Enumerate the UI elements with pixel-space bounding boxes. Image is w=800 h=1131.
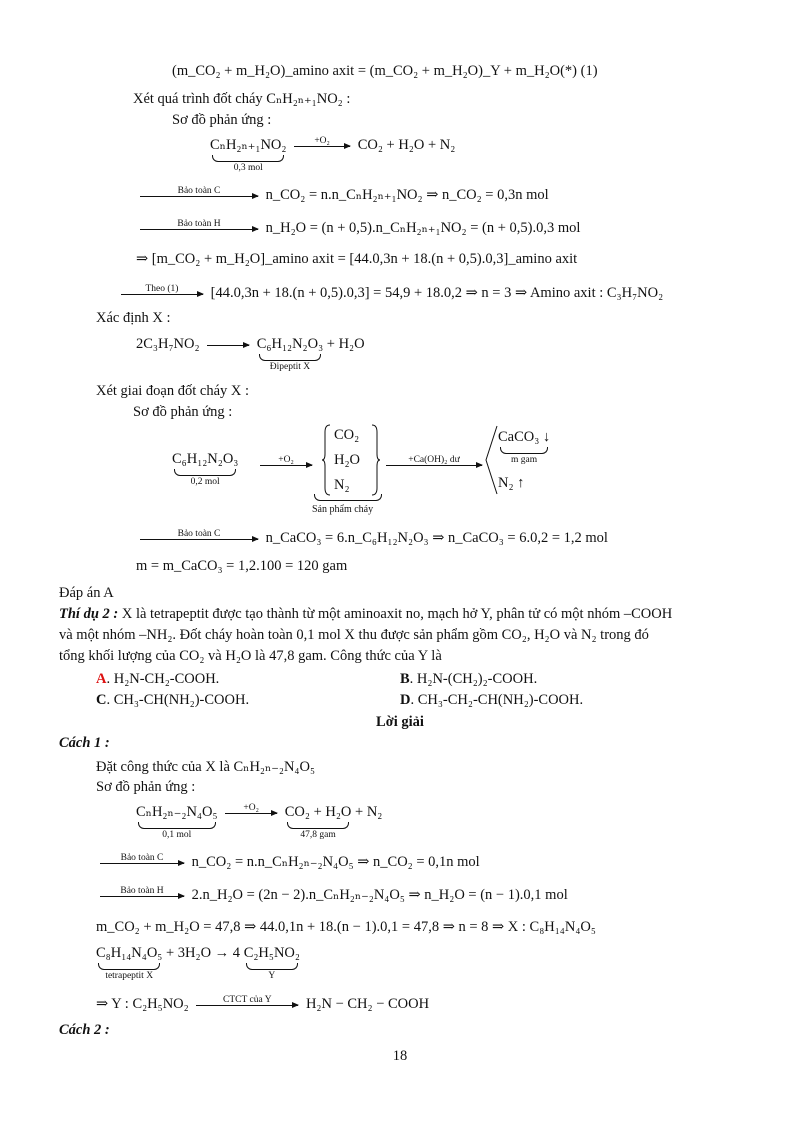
section-heading-combustion: Xét quá trình đốt cháy CₙH₂ₙ₊₁NO₂ : <box>133 91 351 107</box>
example-2-line-1: Thí dụ 2 : X là tetrapeptit được tạo thành từ một aminoaxit no, mạch hở Y, phân tử có một nhóm –COOH <box>59 606 673 622</box>
branch-angle <box>484 424 498 496</box>
mass-result: m = m_CaCO₃ = 1,2.100 = 120 gam <box>136 558 348 574</box>
conservation-c-line-2: Bảo toàn C n_CaCO₃ = 6.n_C₆H₁₂N₂O₃ ⇒ n_CaCO₃ = 6.0,2 = 1,2 mol <box>136 529 608 547</box>
conservation-c-line: Bảo toàn C n_CO₂ = n.n_CₙH₂ₙ₊₁NO₂ ⇒ n_CO₂ = 0,3n mol <box>136 186 549 204</box>
reactant-x: C₆H₁₂N₂O₃ 0,2 mol <box>172 451 239 487</box>
option-a: A. H₂N-CH₂-COOH. <box>96 671 220 687</box>
answer-line: Đáp án A <box>59 585 114 601</box>
gas-product: N₂ ↑ <box>498 475 525 491</box>
conservation-h-line: Bảo toàn H n_H₂O = (n + 0,5).n_CₙH₂ₙ₊₁NO₂ = (n + 0,5).0,3 mol <box>136 219 580 237</box>
scheme-label: Sơ đồ phản ứng : <box>172 112 272 128</box>
dipeptide-reaction: 2C₃H₇NO₂ C₆H₁₂N₂O₃ Đipeptit X + H₂O <box>136 336 365 372</box>
precipitate: CaCO₃ ↓ m gam <box>498 429 551 465</box>
conservation-c-line-3: Bảo toàn C n_CO₂ = n.n_CₙH₂ₙ₋₂N₄O₅ ⇒ n_CO₂ = 0,1n mol <box>96 853 480 871</box>
conservation-h-line-3: Bảo toàn H 2.n_H₂O = (2n − 2).n_CₙH₂ₙ₋₂N₄O₅ ⇒ n_H₂O = (n − 1).0,1 mol <box>96 886 568 904</box>
reaction-scheme-1: CₙH₂ₙ₊₁NO₂ 0,3 mol +O₂ CO₂ + H₂O + N₂ <box>210 136 456 173</box>
option-d: D. CH₃-CH₂-CH(NH₂)-COOH. <box>400 692 584 708</box>
option-c: C. CH₃-CH(NH₂)-COOH. <box>96 692 250 708</box>
set-formula-line: Đặt công thức của X là CₙH₂ₙ₋₂N₄O₅ <box>96 759 316 775</box>
reaction-scheme-3: CₙH₂ₙ₋₂N₄O₅ 0,1 mol +O₂ CO₂ + H₂O 47,8 gam + N₂ <box>136 803 383 840</box>
mass-equation-3: m_CO₂ + m_H₂O = 47,8 ⇒ 44.0,1n + 18.(n − 1).0,1 = 47,8 ⇒ n = 8 ⇒ X : C₈H₁₄N₄O₅ <box>96 919 596 935</box>
method-2-heading: Cách 2 : <box>59 1022 110 1038</box>
solution-heading: Lời giải <box>376 714 424 730</box>
section-heading-determine-x: Xác định X : <box>96 310 171 326</box>
equation-mass: ⇒ [m_CO₂ + m_H₂O]_amino axit = [44.0,3n + 18.(n + 0,5).0,3]_amino axit <box>136 251 578 267</box>
products-brace <box>314 494 382 501</box>
products-caption: Sản phẩm cháy <box>312 504 374 515</box>
combustion-products: CO₂ H₂O N₂ <box>322 424 380 496</box>
structure-line: ⇒ Y : C₂H₅NO₂ CTCT của Y H₂N − CH₂ − COOH <box>96 995 430 1012</box>
scheme-label-3: Sơ đồ phản ứng : <box>96 779 196 795</box>
arrow-o2: +O₂ <box>256 455 316 473</box>
hydrolysis-equation: C₈H₁₄N₄O₅ tetrapeptit X + 3H₂O → 4 C₂H₅NO₂ Y <box>96 945 300 981</box>
example-2-line-2: và một nhóm –NH₂. Đốt cháy hoàn toàn 0,1 mol X thu được sản phẩm gồm CO₂, H₂O và N₂ trong đó <box>59 627 649 643</box>
reaction-arrow: +O₂ <box>294 144 350 147</box>
scheme-label-2: Sơ đồ phản ứng : <box>133 404 233 420</box>
arrow-caoh2: +Ca(OH)₂ dư <box>382 455 486 473</box>
equation-1: (m_CO₂ + m_H₂O)_amino axit = (m_CO₂ + m_H₂O)_Y + m_H₂O(*) (1) <box>172 63 598 79</box>
page-number: 18 <box>392 1048 408 1064</box>
example-2-line-3: tổng khối lượng của CO₂ và H₂O là 47,8 gam. Công thức của Y là <box>59 648 442 664</box>
reactant-group: CₙH₂ₙ₊₁NO₂ 0,3 mol <box>210 137 287 173</box>
option-b: B. H₂N-(CH₂)₂-COOH. <box>400 671 538 687</box>
equation-theo-1: Theo (1) [44.0,3n + 18.(n + 0,5).0,3] = 54,9 + 18.0,2 ⇒ n = 3 ⇒ Amino axit : C₃H₇NO₂ <box>117 284 663 302</box>
method-1-heading: Cách 1 : <box>59 735 110 751</box>
section-heading-burn-x: Xét giai đoạn đốt cháy X : <box>96 383 250 399</box>
